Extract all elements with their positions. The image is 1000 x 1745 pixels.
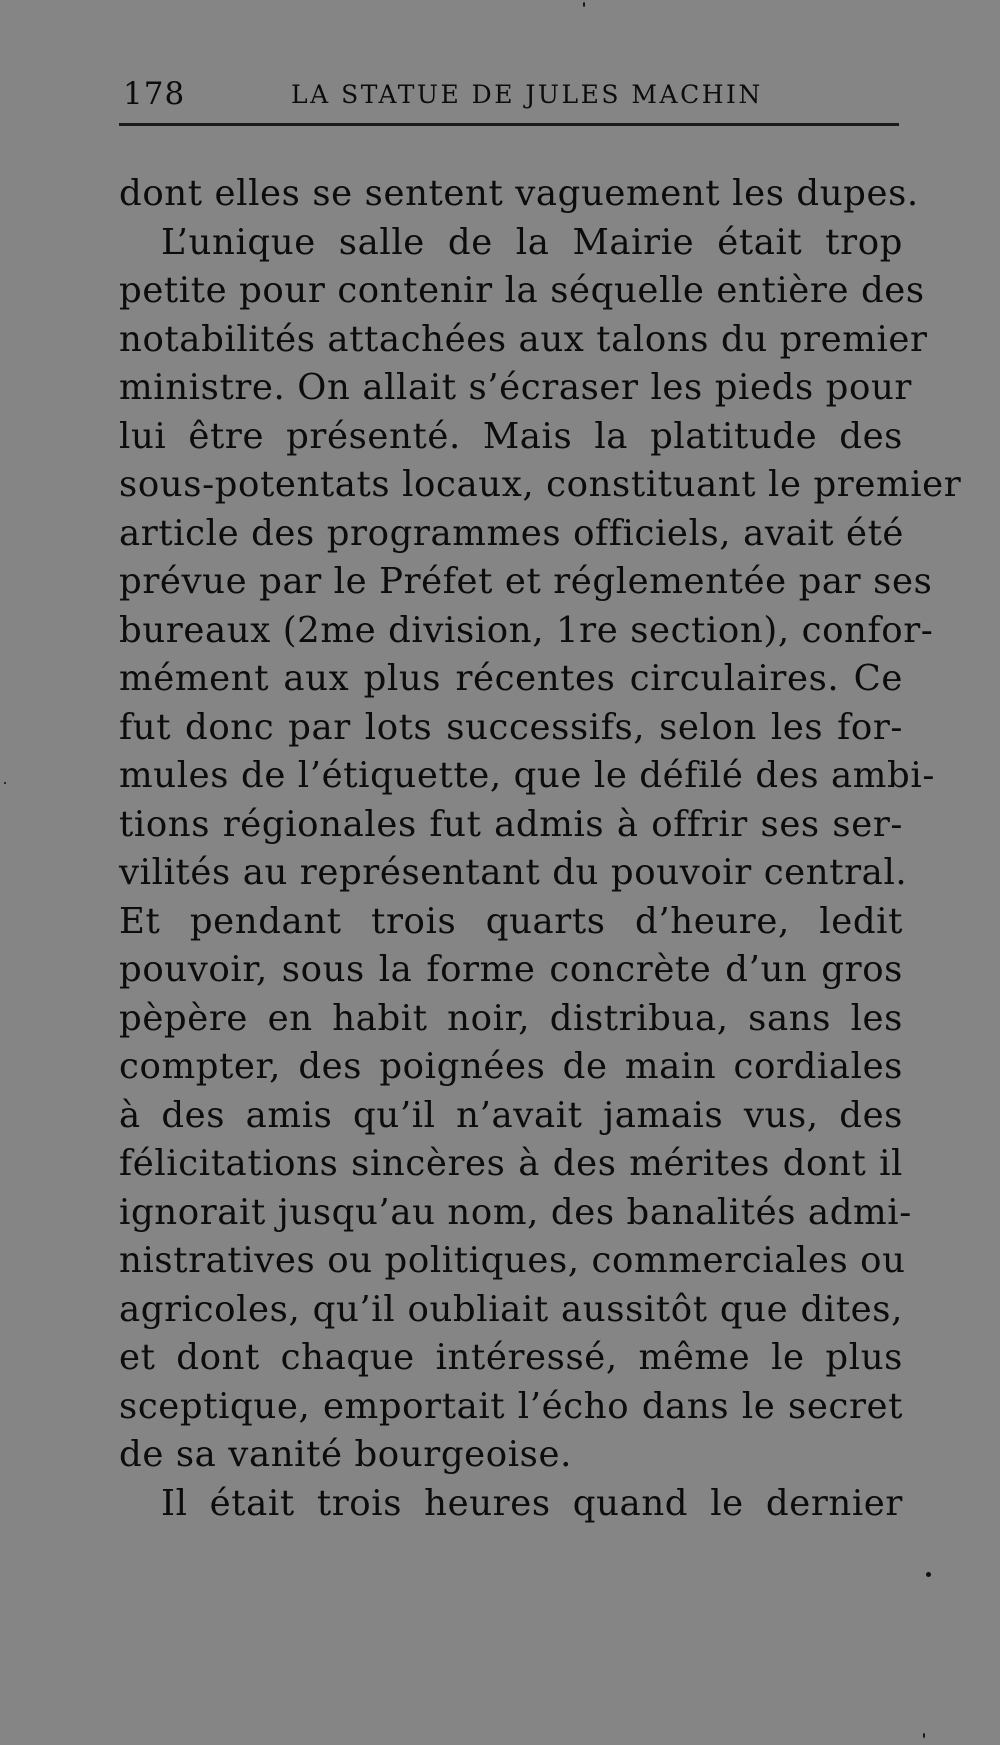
text-line: sous-potentats locaux, constituant le premier (119, 464, 962, 505)
text-line: nistratives ou politiques, commerciales ou (119, 1240, 906, 1281)
text-line: ministre. On allait s’écraser les pieds pour (119, 367, 912, 408)
text-line: pouvoir, sous la forme concrète d’un gros (119, 949, 903, 990)
text-line: et dont chaque intéressé, même le plus (119, 1337, 903, 1378)
page-number: 178 (123, 76, 186, 112)
text-line: de sa vanité bourgeoise. (119, 1434, 572, 1475)
text-line: L’unique salle de la Mairie était trop (161, 221, 903, 263)
scan-speck (4, 782, 6, 784)
text-line: dont elles se sentent vaguement les dupes. (119, 173, 919, 214)
scan-speck (923, 1733, 925, 1738)
text-line: vilités au représentant du pouvoir central. (119, 852, 908, 893)
text-line: tions régionales fut admis à offrir ses ser- (119, 803, 903, 845)
text-line: Et pendant trois quarts d’heure, ledit (119, 900, 903, 942)
text-line: fut donc par lots successifs, selon les for- (119, 706, 903, 748)
text-line: notabilités attachées aux talons du premier (119, 318, 928, 360)
text-line: félicitations sincères à des mérites dont il (119, 1143, 903, 1184)
scan-speck (926, 1572, 931, 1577)
text-line: ignorait jusqu’au nom, des banalités admi- (119, 1191, 912, 1233)
text-line: prévue par le Préfet et réglementée par ses (119, 561, 933, 602)
header-rule (119, 123, 899, 126)
text-line: lui être présenté. Mais la platitude des (119, 415, 903, 457)
body-text (119, 170, 962, 1528)
text-line: article des programmes officiels, avait été (119, 512, 905, 554)
text-line: sceptique, emportait l’écho dans le secret (119, 1385, 903, 1427)
text-line: agricoles, qu’il oubliait aussitôt que dites, (119, 1288, 903, 1330)
text-line: compter, des poignées de main cordiales (119, 1046, 903, 1087)
text-line: à des amis qu’il n’avait jamais vus, des (119, 1094, 903, 1136)
text-line: petite pour contenir la séquelle entière des (119, 270, 925, 311)
text-line: mément aux plus récentes circulaires. Ce (119, 658, 903, 699)
running-head (119, 70, 899, 122)
scan-speck (583, 2, 585, 7)
text-line: bureaux (2me division, 1re section), confor- (119, 609, 934, 651)
running-title: LA STATUE DE JULES MACHIN (291, 80, 763, 109)
text-line: Il était trois heures quand le dernier (161, 1482, 903, 1524)
text-line: mules de l’étiquette, que le défilé des ambi- (119, 755, 935, 796)
text-line: pèpère en habit noir, distribua, sans les (119, 997, 903, 1039)
